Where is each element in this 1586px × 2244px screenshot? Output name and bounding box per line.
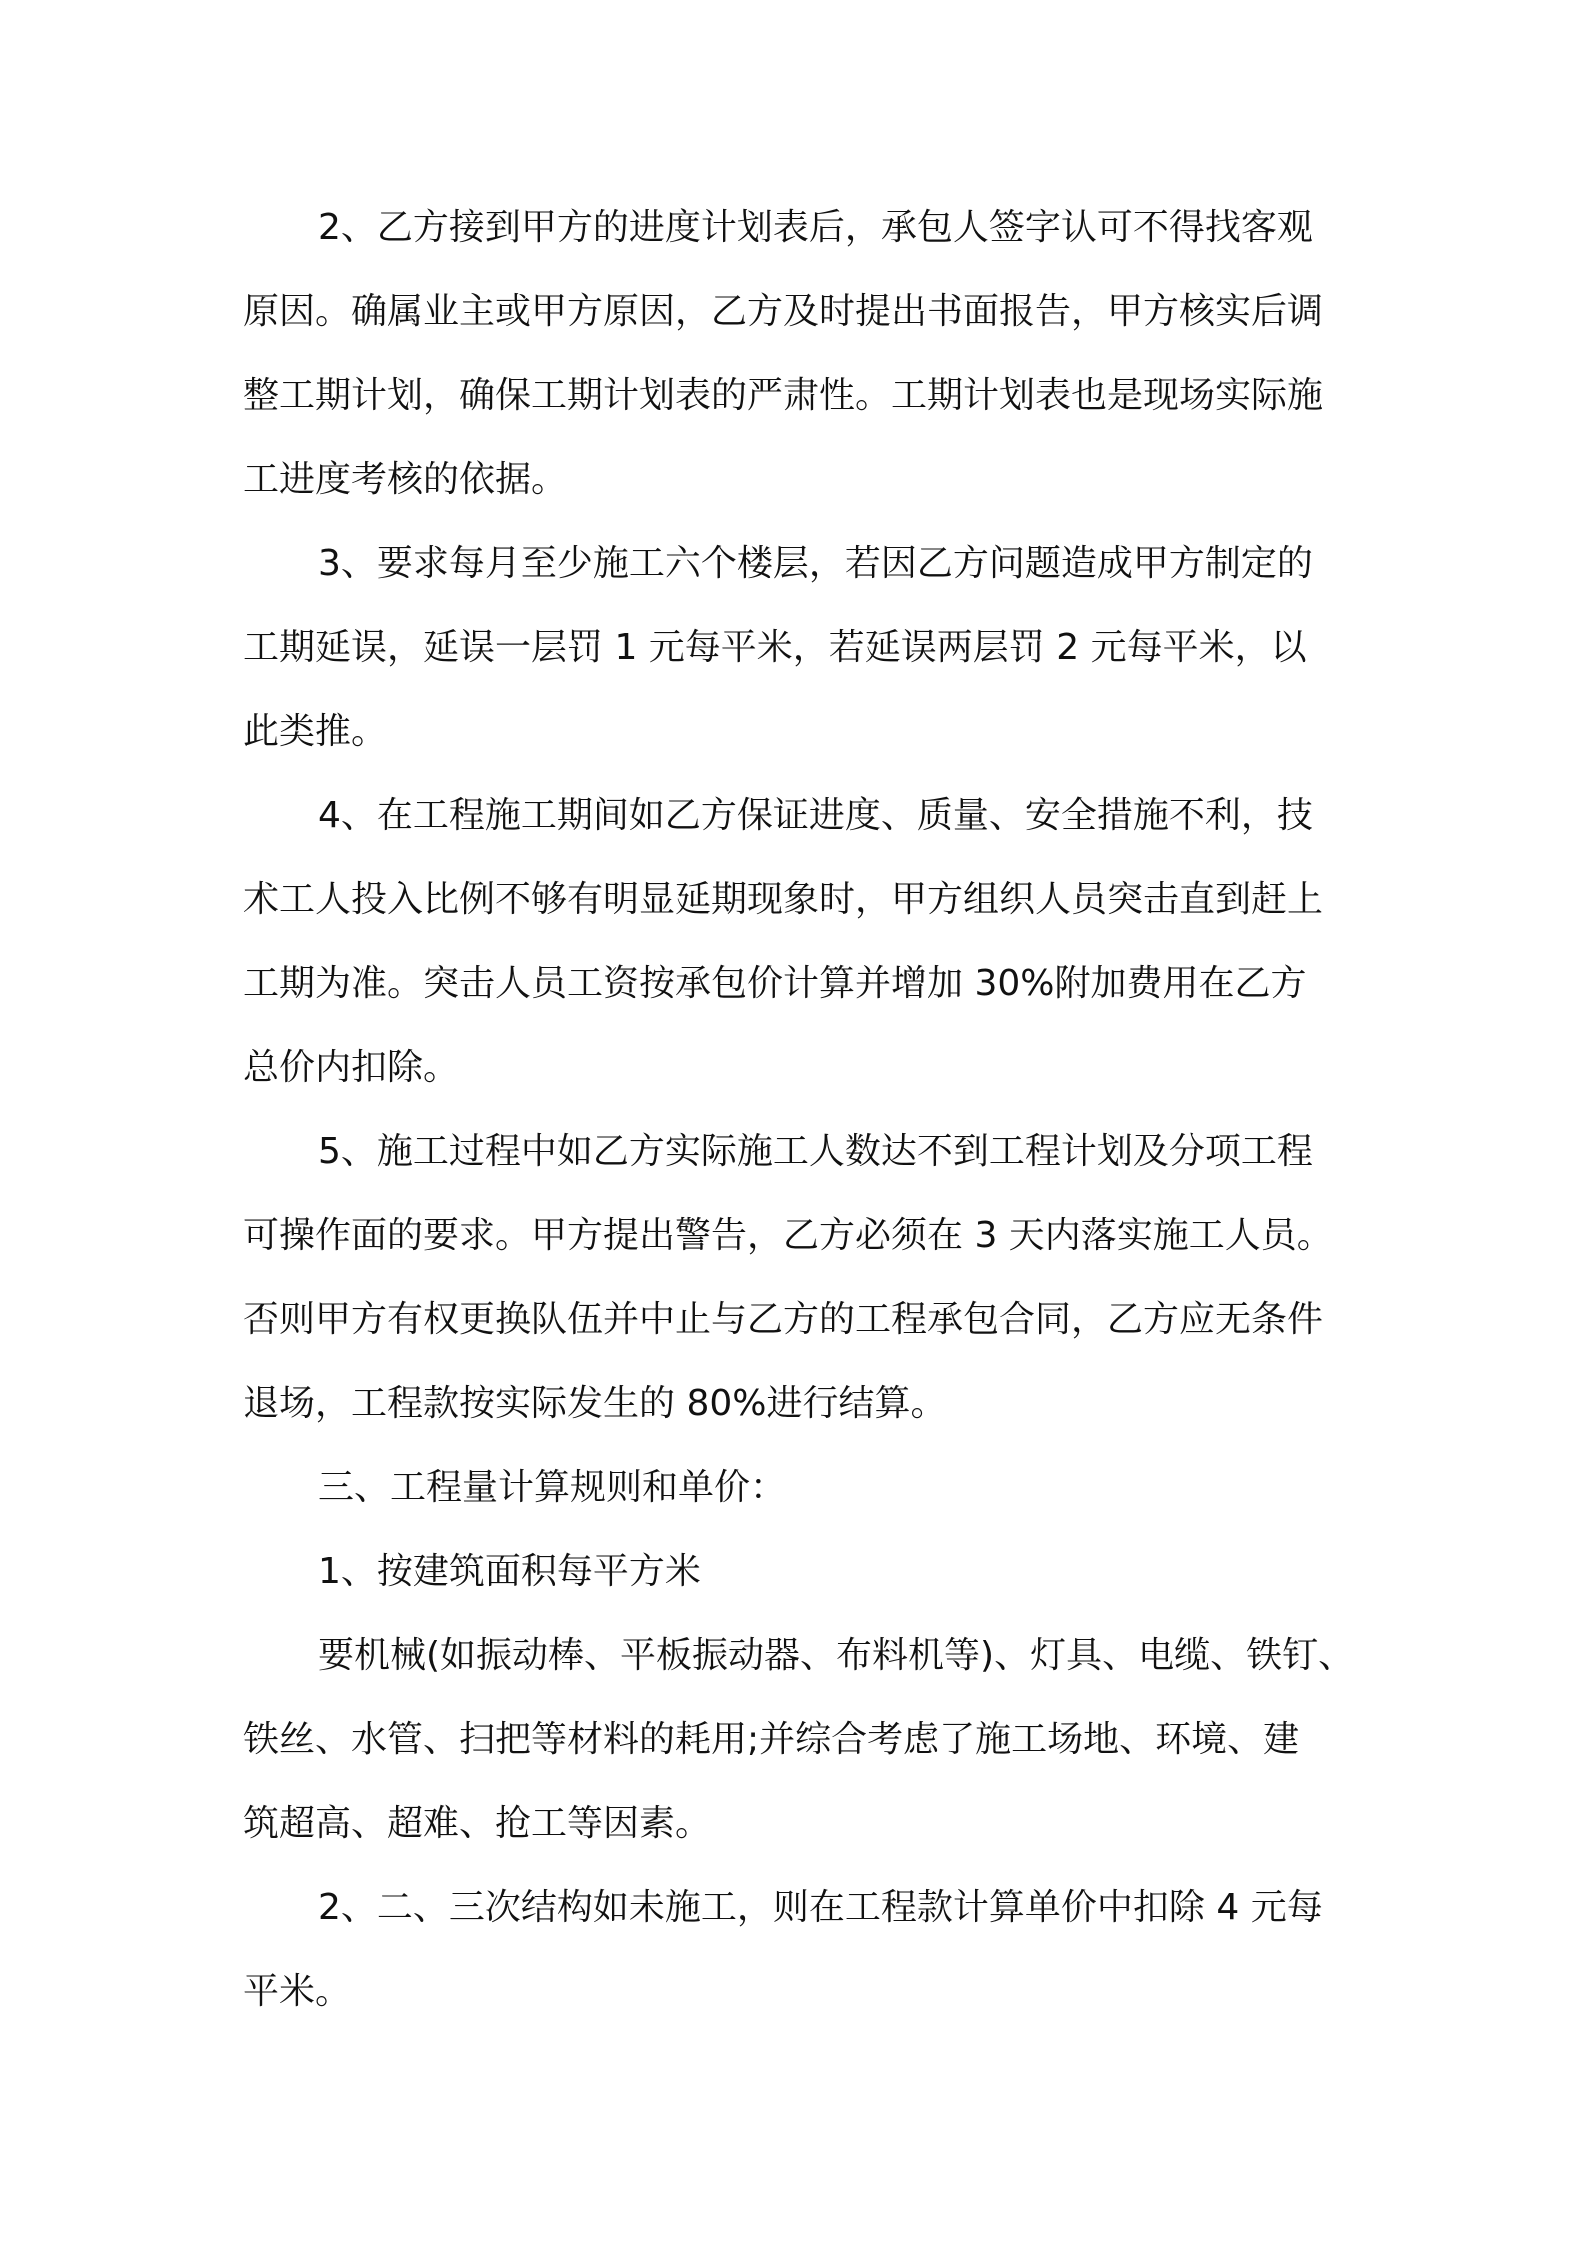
text-line: 此类推。 <box>243 711 388 752</box>
text-line: 2、二、三次结构如未施工，则在工程款计算单价中扣除 4 元每 <box>318 1887 1323 1928</box>
section-heading: 三、工程量计算规则和单价： <box>318 1467 787 1508</box>
text-line: 术工人投入比例不够有明显延期现象时，甲方组织人员突击直到赶上 <box>243 879 1324 920</box>
text-line: 5、施工过程中如乙方实际施工人数达不到工程计划及分项工程 <box>318 1131 1313 1172</box>
text-line: 要机械(如振动棒、平板振动器、布料机等)、灯具、电缆、铁钉、 <box>318 1635 1355 1676</box>
text-line: 退场，工程款按实际发生的 80%进行结算。 <box>243 1383 947 1424</box>
text-line: 平米。 <box>243 1971 352 2012</box>
text-line: 工进度考核的依据。 <box>243 459 568 500</box>
text-line: 否则甲方有权更换队伍并中止与乙方的工程承包合同，乙方应无条件 <box>243 1299 1324 1340</box>
text-line: 2、乙方接到甲方的进度计划表后，承包人签字认可不得找客观 <box>318 207 1313 248</box>
text-line: 工期延误，延误一层罚 1 元每平米，若延误两层罚 2 元每平米，以 <box>243 627 1307 668</box>
text-line: 筑超高、超难、抢工等因素。 <box>243 1803 712 1844</box>
text-line: 工期为准。突击人员工资按承包价计算并增加 30%附加费用在乙方 <box>243 963 1307 1004</box>
text-line: 铁丝、水管、扫把等材料的耗用;并综合考虑了施工场地、环境、建 <box>243 1719 1300 1760</box>
text-line: 整工期计划，确保工期计划表的严肃性。工期计划表也是现场实际施 <box>243 375 1324 416</box>
text-line: 原因。确属业主或甲方原因，乙方及时提出书面报告，甲方核实后调 <box>243 291 1324 332</box>
text-line: 4、在工程施工期间如乙方保证进度、质量、安全措施不利，技 <box>318 795 1313 836</box>
text-line: 可操作面的要求。甲方提出警告，乙方必须在 3 天内落实施工人员。 <box>243 1215 1333 1256</box>
text-line: 总价内扣除。 <box>243 1047 460 1088</box>
text-line: 3、要求每月至少施工六个楼层，若因乙方问题造成甲方制定的 <box>318 543 1313 584</box>
text-line: 1、按建筑面积每平方米 <box>318 1551 701 1592</box>
